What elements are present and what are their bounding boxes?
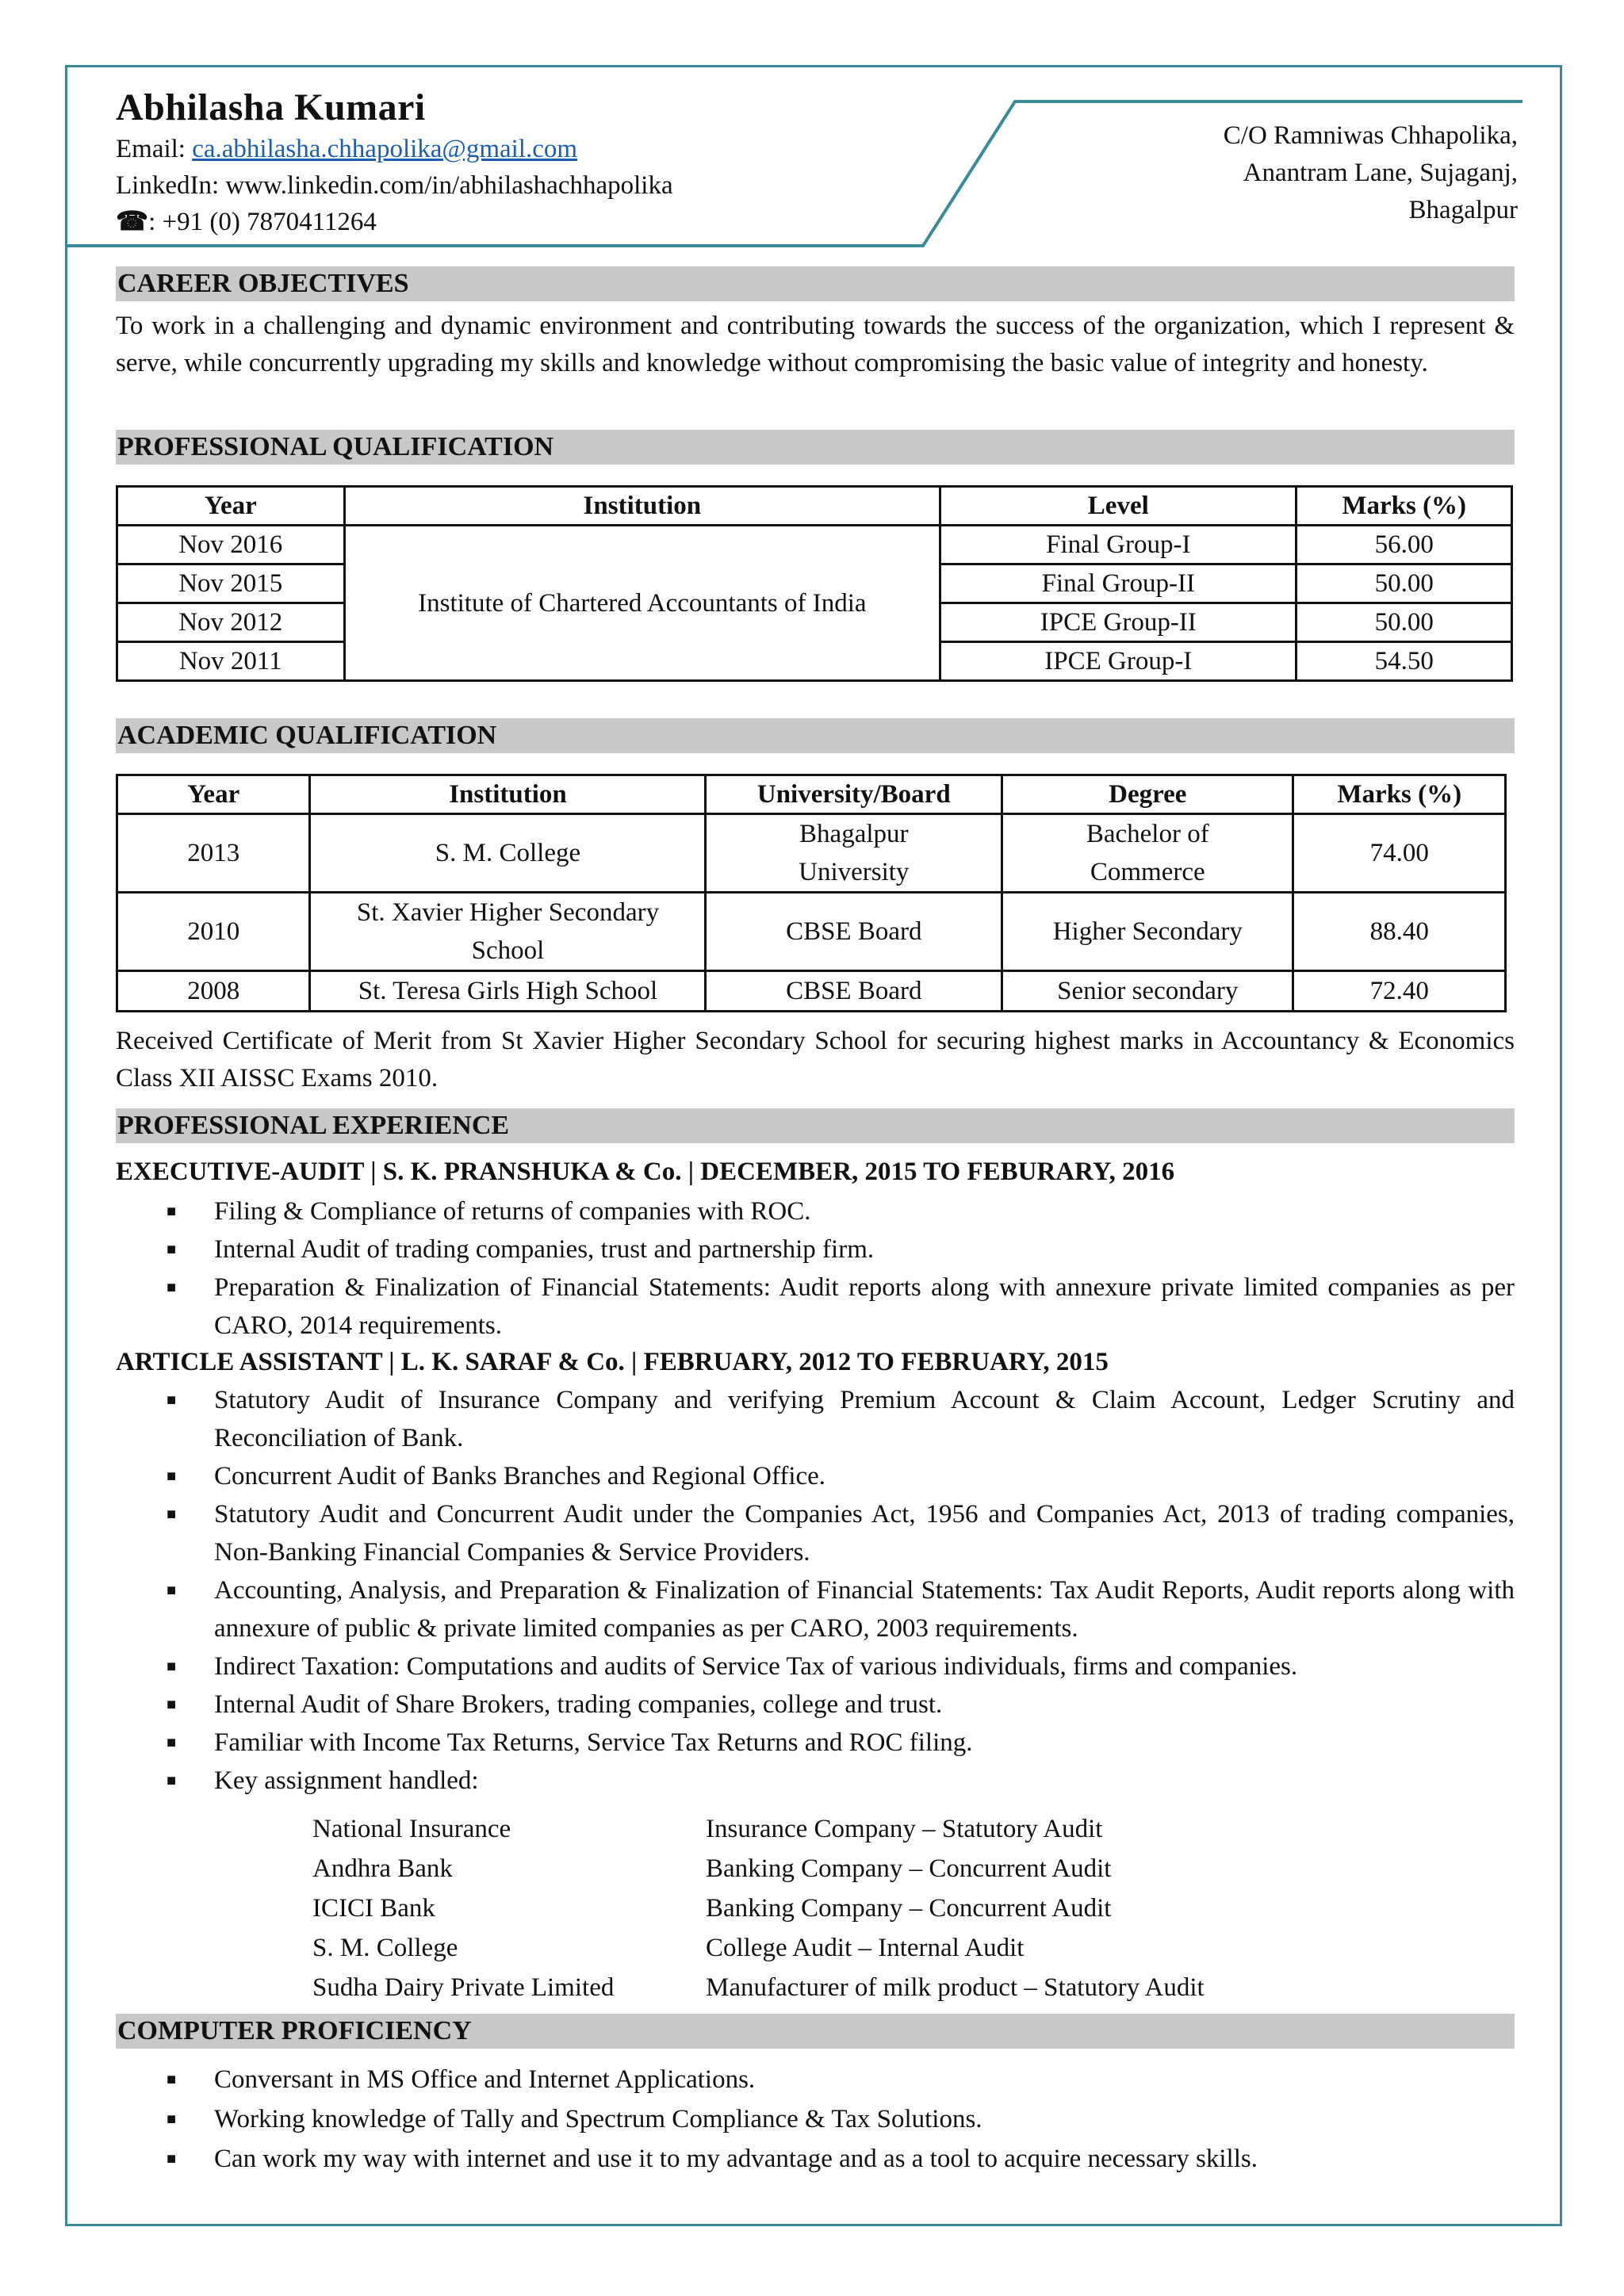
bullet-text: Key assignment handled: — [214, 1766, 479, 1795]
header-institution: Institution — [310, 775, 706, 814]
header-degree: Degree — [1002, 775, 1293, 814]
cell-marks: 54.50 — [1297, 642, 1512, 681]
bullet-text: Concurrent Audit of Banks Branches and Regional Office. — [214, 1462, 826, 1490]
professional-qualification-table — [116, 485, 1513, 682]
cell-institution: S. M. College — [310, 814, 706, 893]
assignment-row — [312, 1849, 1205, 1888]
job-title-executive-audit: EXECUTIVE-AUDIT | S. K. PRANSHUKA & Co. | DECEMBER, 2015 TO FEBURARY, 2016 — [116, 1158, 1175, 1186]
linkedin-line: LinkedIn: www.linkedin.com/in/abhilashachhapolika — [116, 171, 673, 200]
table-row — [117, 814, 1506, 893]
bullet-text: Accounting, Analysis, and Preparation & Finalization of Financial Statements: Tax Audit Reports, Audit reports along with annexure of public & private limited companies as per CARO, 2003 requirements. — [214, 1576, 1515, 1643]
list-item — [116, 1762, 1515, 1800]
bullet-text: Indirect Taxation: Computations and audits of Service Tax of various individuals, firms and companies. — [214, 1652, 1298, 1681]
list-item — [116, 1230, 1515, 1269]
list-item — [116, 1686, 1515, 1724]
bullet-text: Statutory Audit and Concurrent Audit under the Companies Act, 1956 and Companies Act, 2013 of trading companies, Non-Banking Financial Companies & Service Providers. — [214, 1500, 1515, 1567]
bullet-icon: ■ — [167, 1468, 177, 1485]
bullet-text: Can work my way with internet and use it to my advantage and as a tool to acquire necessary skills. — [214, 2145, 1258, 2173]
bullet-icon: ■ — [167, 1734, 177, 1751]
assignment-type: Banking Company – Concurrent Audit — [706, 1894, 1112, 1923]
cell-board: CBSE Board — [706, 893, 1002, 971]
phone-line — [116, 206, 377, 238]
phone-number: : +91 (0) 7870411264 — [148, 208, 377, 236]
institution-line: School — [471, 936, 545, 965]
bullet-text: Statutory Audit of Insurance Company and verifying Premium Account & Claim Account, Ledger Scrutiny and Reconciliation of Bank. — [214, 1386, 1515, 1452]
merit-note: Received Certificate of Merit from St Xavier Higher Secondary School for securing highest marks in Accountancy & Economics Class XII AISSC Exams 2010. — [116, 1027, 1515, 1093]
key-assignments — [312, 1809, 1205, 2007]
job-title-article-assistant: ARTICLE ASSISTANT | L. K. SARAF & Co. | FEBRUARY, 2012 TO FEBRUARY, 2015 — [116, 1348, 1109, 1376]
email-line — [116, 133, 577, 165]
cell-marks: 88.40 — [1293, 893, 1506, 971]
job-bullets-article-assistant — [116, 1381, 1515, 1800]
table-row — [117, 526, 1512, 564]
cell-year: 2010 — [117, 893, 310, 971]
cell-year: Nov 2012 — [117, 603, 345, 642]
address-line: Anantram Lane, Sujaganj, — [1243, 159, 1518, 187]
bullet-icon: ■ — [167, 1506, 177, 1523]
table-header-row — [117, 775, 1506, 814]
bullet-text: Familiar with Income Tax Returns, Service Tax Returns and ROC filing. — [214, 1728, 973, 1757]
cell-level: IPCE Group-I — [940, 642, 1297, 681]
assignment-type: Insurance Company – Statutory Audit — [706, 1815, 1103, 1843]
assignment-row — [312, 1888, 1205, 1928]
degree-line: Commerce — [1090, 858, 1205, 886]
list-item — [116, 2099, 1515, 2139]
bullet-text: Conversant in MS Office and Internet Applications. — [214, 2065, 756, 2094]
list-item — [116, 1495, 1515, 1571]
bullet-icon: ■ — [167, 1391, 177, 1409]
degree-line: Bachelor of — [1086, 820, 1209, 848]
section-professional-qualification: PROFESSIONAL QUALIFICATION — [116, 430, 1515, 465]
bullet-icon: ■ — [167, 2150, 177, 2168]
job-bullets-executive-audit — [116, 1192, 1515, 1345]
candidate-name: Abhilasha Kumari — [116, 86, 426, 128]
cell-board: CBSE Board — [706, 971, 1002, 1012]
list-item — [116, 1192, 1515, 1230]
cell-year: 2008 — [117, 971, 310, 1012]
cell-year: Nov 2016 — [117, 526, 345, 564]
academic-qualification-table — [116, 774, 1507, 1012]
assignment-client: ICICI Bank — [312, 1894, 435, 1923]
cell-year: Nov 2011 — [117, 642, 345, 681]
address-line: C/O Ramniwas Chhapolika, — [1223, 121, 1518, 150]
cell-level: Final Group-I — [940, 526, 1297, 564]
section-computer-proficiency: COMPUTER PROFICIENCY — [116, 2014, 1515, 2049]
career-objective-text: To work in a challenging and dynamic environment and contributing towards the success of the organization, which I represent & serve, while concurrently upgrading my skills and knowledge without compromising the basic value of integrity and honesty. — [116, 312, 1515, 377]
cell-level: Final Group-II — [940, 564, 1297, 603]
header-year: Year — [117, 487, 345, 526]
board-line: Bhagalpur — [799, 820, 909, 848]
cell-institution: St. Teresa Girls High School — [310, 971, 706, 1012]
table-row — [117, 893, 1506, 971]
institution-line: St. Xavier Higher Secondary — [356, 898, 660, 927]
cell-marks: 50.00 — [1297, 603, 1512, 642]
cell-marks: 72.40 — [1293, 971, 1506, 1012]
cell-marks: 50.00 — [1297, 564, 1512, 603]
bullet-text: Filing & Compliance of returns of companies with ROC. — [214, 1197, 811, 1226]
section-academic-qualification: ACADEMIC QUALIFICATION — [116, 718, 1515, 753]
header-institution: Institution — [344, 487, 940, 526]
list-item — [116, 2060, 1515, 2099]
bullet-text: Preparation & Finalization of Financial Statements: Audit reports along with annexure private limited companies as per CARO, 2014 requirements. — [214, 1273, 1515, 1340]
assignment-row — [312, 1809, 1205, 1849]
bullet-icon: ■ — [167, 2071, 177, 2088]
cell-degree: Higher Secondary — [1002, 893, 1293, 971]
header-level: Level — [940, 487, 1297, 526]
assignment-row — [312, 1928, 1205, 1968]
bullet-icon: ■ — [167, 1696, 177, 1713]
assignment-row — [312, 1968, 1205, 2007]
list-item — [116, 1381, 1515, 1457]
list-item — [116, 2139, 1515, 2179]
bullet-icon: ■ — [167, 1203, 177, 1220]
header-board: University/Board — [706, 775, 1002, 814]
bullet-icon: ■ — [167, 1279, 177, 1296]
assignment-client: Andhra Bank — [312, 1854, 453, 1883]
assignment-type: Banking Company – Concurrent Audit — [706, 1854, 1112, 1883]
table-header-row — [117, 487, 1512, 526]
list-item — [116, 1724, 1515, 1762]
cell-board — [706, 814, 1002, 893]
table-row — [117, 971, 1506, 1012]
assignment-client: Sudha Dairy Private Limited — [312, 1973, 615, 2002]
cell-year: Nov 2015 — [117, 564, 345, 603]
bullet-text: Internal Audit of Share Brokers, trading companies, college and trust. — [214, 1690, 943, 1719]
address-line: Bhagalpur — [1408, 196, 1518, 224]
assignment-type: Manufacturer of milk product – Statutory Audit — [706, 1973, 1205, 2002]
bullet-text: Working knowledge of Tally and Spectrum Compliance & Tax Solutions. — [214, 2105, 982, 2133]
cell-marks: 74.00 — [1293, 814, 1506, 893]
cell-marks: 56.00 — [1297, 526, 1512, 564]
assignment-client: National Insurance — [312, 1815, 511, 1843]
phone-icon: ☎ — [116, 208, 149, 236]
assignment-type: College Audit – Internal Audit — [706, 1934, 1025, 1962]
section-professional-experience: PROFESSIONAL EXPERIENCE — [116, 1108, 1515, 1143]
cell-degree — [1002, 814, 1293, 893]
board-line: University — [799, 858, 910, 886]
email-link[interactable]: ca.abhilasha.chhapolika@gmail.com — [192, 135, 578, 163]
assignment-client: S. M. College — [312, 1934, 458, 1962]
cell-degree: Senior secondary — [1002, 971, 1293, 1012]
cell-level: IPCE Group-II — [940, 603, 1297, 642]
header-marks: Marks (%) — [1297, 487, 1512, 526]
bullet-icon: ■ — [167, 1241, 177, 1258]
bullet-icon: ■ — [167, 1582, 177, 1599]
bullet-icon: ■ — [167, 2110, 177, 2128]
header-marks: Marks (%) — [1293, 775, 1506, 814]
cell-institution — [310, 893, 706, 971]
computer-bullets — [116, 2060, 1515, 2179]
list-item — [116, 1571, 1515, 1647]
list-item — [116, 1647, 1515, 1686]
cell-year: 2013 — [117, 814, 310, 893]
bullet-icon: ■ — [167, 1772, 177, 1789]
email-label: Email: — [116, 135, 193, 163]
bullet-text: Internal Audit of trading companies, trust and partnership firm. — [214, 1235, 875, 1264]
header-year: Year — [117, 775, 310, 814]
address-block — [1074, 117, 1518, 229]
bullet-icon: ■ — [167, 1658, 177, 1675]
section-career-objectives: CAREER OBJECTIVES — [116, 266, 1515, 301]
list-item — [116, 1269, 1515, 1345]
cell-institution: Institute of Chartered Accountants of India — [344, 526, 940, 681]
list-item — [116, 1457, 1515, 1495]
